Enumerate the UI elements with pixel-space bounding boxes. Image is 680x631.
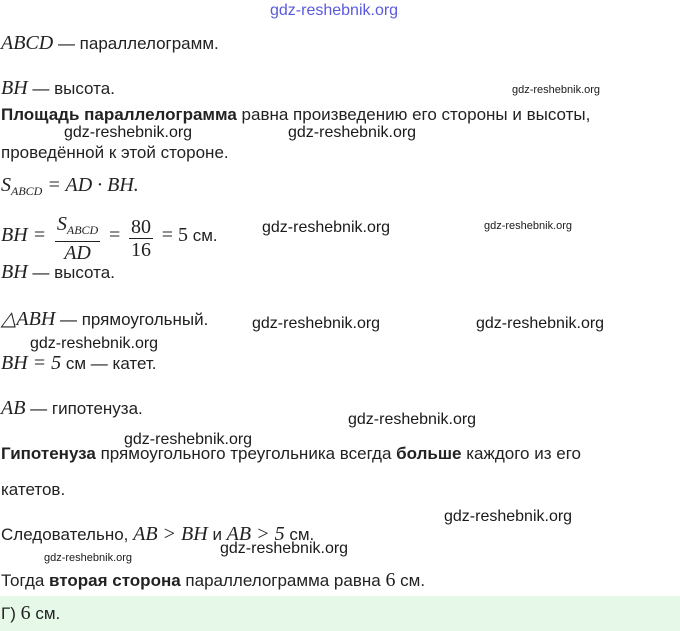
statement-text: — высота.	[27, 79, 115, 98]
math-number: 6	[385, 569, 396, 591]
math-abcd: ABCD	[1, 32, 54, 54]
area-rule-continuation: проведённой к этой стороне.	[1, 143, 229, 162]
math-inequality: AB > 5	[226, 523, 285, 545]
watermark: gdz-reshebnik.org	[64, 124, 193, 141]
hypotenuse-text: каждого из его	[461, 444, 581, 463]
statement-height	[1, 77, 115, 100]
second-side-text: см.	[395, 571, 426, 590]
area-rule	[1, 104, 590, 126]
watermark: gdz-reshebnik.org	[44, 552, 133, 564]
statement-leg	[1, 352, 157, 375]
conclusion-text: см.	[284, 525, 315, 544]
watermark: gdz-reshebnik.org	[124, 431, 253, 448]
second-side	[1, 569, 425, 592]
math-s: S	[56, 213, 67, 236]
watermark: gdz-reshebnik.org	[444, 508, 573, 525]
hypotenuse-bold: Гипотенуза	[1, 444, 96, 463]
hypotenuse-rule-continuation: катетов.	[1, 480, 66, 499]
answer-number: 6	[20, 602, 31, 624]
math-subscript: ABCD	[11, 184, 43, 198]
statement-text: см — катет.	[61, 354, 157, 373]
watermark: gdz-reshebnik.org	[220, 540, 349, 557]
math-bh: BH	[1, 261, 28, 283]
unit: см.	[188, 226, 218, 245]
hypotenuse-text: прямоугольного треугольника всегда	[95, 444, 397, 463]
watermark: gdz-reshebnik.org	[348, 411, 477, 428]
watermark: gdz-reshebnik.org	[252, 315, 381, 332]
math-lhs: BH =	[1, 224, 47, 246]
statement-hypotenuse	[1, 397, 143, 420]
watermark: gdz-reshebnik.org	[262, 219, 391, 236]
math-s: S	[1, 174, 11, 196]
statement-text: — параллелограмм.	[53, 34, 219, 53]
math-numerator: 80	[130, 216, 151, 239]
second-side-bold: вторая сторона	[49, 571, 181, 590]
math-equals: =	[108, 224, 121, 246]
math-expression: = AD · BH.	[42, 174, 139, 196]
second-side-text: Тогда	[1, 571, 50, 590]
statement-text: — гипотенуза.	[25, 399, 143, 418]
conclusion-text: Следовательно,	[1, 525, 134, 544]
hypotenuse-rule	[1, 443, 581, 465]
math-denominator: AD	[64, 242, 91, 261]
area-rule-text: равна произведению его стороны и высоты,	[236, 105, 591, 124]
fraction-area-over-side	[55, 213, 100, 260]
watermark: gdz-reshebnik.org	[512, 84, 601, 96]
answer-box	[0, 596, 680, 631]
answer-label: Г)	[1, 604, 21, 623]
math-bh-equals: BH = 5	[1, 352, 62, 374]
math-ab: AB	[1, 397, 26, 419]
watermark: gdz-reshebnik.org	[30, 335, 159, 352]
watermark: gdz-reshebnik.org	[288, 124, 417, 141]
statement-text: — прямоугольный.	[55, 310, 209, 329]
math-bh: BH	[1, 77, 28, 99]
second-side-text: параллелограмма равна	[180, 571, 386, 590]
fraction-numbers	[129, 216, 153, 257]
statement-height-2	[1, 261, 115, 284]
height-formula	[1, 212, 218, 261]
watermark: gdz-reshebnik.org	[484, 220, 573, 232]
statement-right-triangle	[1, 308, 208, 331]
greater-bold: больше	[396, 444, 462, 463]
answer	[1, 602, 60, 625]
area-rule-bold: Площадь параллелограмма	[1, 105, 237, 124]
math-inequality: AB > BH	[133, 523, 208, 545]
watermark: gdz-reshebnik.org	[476, 315, 605, 332]
area-formula	[1, 174, 139, 202]
math-triangle: △ABH	[1, 308, 56, 330]
conclusion-text: и	[207, 525, 227, 544]
statement-text: — высота.	[27, 263, 115, 282]
watermark: gdz-reshebnik.org	[270, 2, 399, 19]
math-result: = 5	[161, 224, 188, 246]
math-subscript: ABCD	[66, 223, 99, 238]
answer-unit: см.	[30, 604, 61, 623]
statement-parallelogram	[1, 32, 219, 55]
math-denominator: 16	[130, 239, 151, 258]
